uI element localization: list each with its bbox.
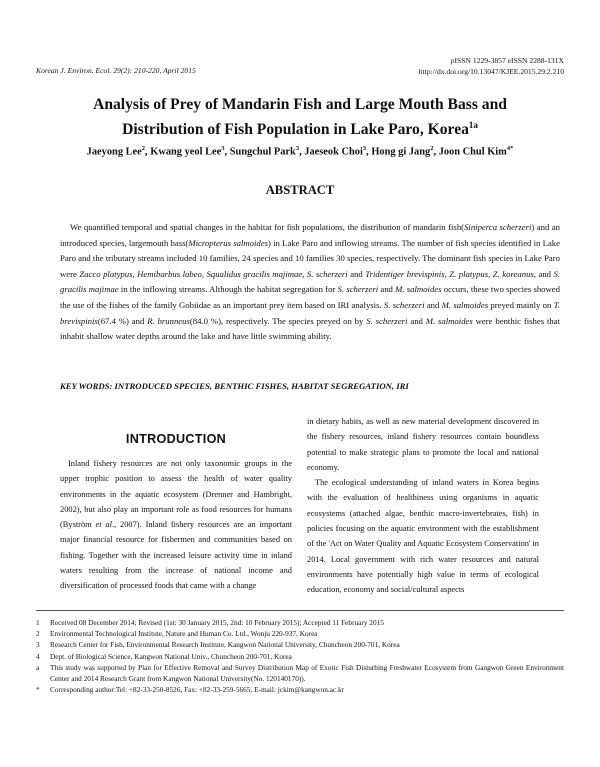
author: Jaeyong Lee [86, 146, 142, 158]
author-list: Jaeyong Lee$^2$, Kwang yeol Lee$^3$, Sungchul Park$^3$, Jaeseok Choi$^3$, Hong gi Jang$^2$, Joon Chul Kim$^{4*}$ [86, 145, 514, 158]
paragraph: in dietary habits, as well as new material development discovered in the fishery resources, inland fishery resources contain boundless potential to make strategic plans to promote the local and national economy. [307, 417, 539, 472]
footnote: 4 Dept. of Biological Science, Kangwon National Univ., Chuncheon 200-701, Korea [36, 651, 292, 661]
author: Hong gi Jang [371, 146, 431, 158]
issn-line: pISSN 1229-3857 eISSN 2288-131X [450, 56, 564, 65]
footnote: 2 Environmental Technological Institute, Nature and Human Co. Ltd., Wonju 220-937, Korea [36, 629, 318, 639]
abstract-heading: ABSTRACT [265, 183, 335, 197]
footnote: * Corresponding author:Tel: +82-33-250-8526, Fax: +82-33-259-5665, E-mail: jckim@kangwon.ac.kr [36, 685, 345, 695]
title-footnote-mark: 1a [468, 120, 478, 130]
footnote: a This study was supported by Plan for Effective Removal and Survey Distribution Map of Exotic Fish Disturbing Freshwater Ecosystem from Gangwon Green Environment Center and 2014 Research Grant from Kangwon National University(No. 120140170)). [36, 662, 564, 684]
author: Joon Chul Kim [438, 146, 507, 158]
footnote: 3 Research Center for Fish, Environmental Research Institute, Kangwon National University, Chuncheon 200-701, Korea [36, 640, 400, 650]
abstract-text: We quantified temporal and spatial changes in the habitat for fish populations, the distribution of mandarin fish(Siniperca scherzeri) and an introduced species, largemouth bass(Micropterus salmoides) in Lake Paro and inflowing streams. The number of fish species identified in Lake Paro and the tributary streams included 10 families, 24 species and 10 families 30 species, respectively. The dominant fish species in Lake Paro were Zacco platypus, Hemibarbus labeo, Squalidus gracilis majimae, S. scherzeri and Tridentiger brevispinis, Z. platypus, Z. koreanus, and S. gracilis majimae in the inflowing streams. Although the habitat segregation for S. scherzeri and M. salmoides occurs, these two species showed the use of the fishes of the family Gobiidae as an important prey item based on IRI analysis. S. scherzeri and M. salmoides preyed mainly on T. brevispinis(67.4 %) and R. brunneus(84.0 %), respectively. The species preyed on by S. scherzeri and M. salmoides were benthic fishes that inhabit shallow water depths around the lake and have little swimming ability. [60, 222, 561, 342]
journal-citation: Korean J. Environ. Ecol. 29(2): 210-220, April 2015 [36, 66, 196, 75]
introduction-heading: INTRODUCTION [125, 432, 227, 446]
footnote: 1 Received 08 December 2014; Revised (1st: 30 January 2015, 2nd: 10 February 2015); Accepted 11 February 2015 [36, 618, 384, 627]
title-line-1: Analysis of Prey of Mandarin Fish and Large Mouth Bass and [93, 96, 507, 113]
paragraph: The ecological understanding of inland waters in Korea begins with the evaluation of healthiness using organisms in aquatic ecosystems (attached algae, benthic macro-invertebrates, fish) in policies focusing on the aquatic environment with the establishment of the 'Act on Water Quality and Aquatic Ecosystem Conservation' in 2014. Local government with rich water resources and natural environments have potentially high value in terms of ecological education, economy and social/cultural aspects [307, 478, 539, 595]
title-line-2: Distribution of Fish Population in Lake Paro, Korea$^{1a}$ [122, 120, 478, 139]
paper-title [40, 95, 560, 140]
introduction-right-column [307, 414, 539, 598]
issn-block [419, 55, 564, 77]
keywords: KEY WORDS: INTRODUCED SPECIES, BENTHIC FISHES, HABITAT SEGREGATION, IRI [60, 381, 409, 391]
author: Kwang yeol Lee [150, 146, 222, 158]
author: Sungchul Park [229, 146, 296, 158]
footnotes [36, 617, 564, 695]
footnote-divider [36, 610, 564, 611]
introduction-left-column: Inland fishery resources are not only taxonomic groups in the upper trophic position to assess the health of water quality environments in the aquatic ecosystem (Drenner and Hambright, 2002), but also play an important role as food resources for humans (Byström et al., 2007). Inland fishery resources are an important major financial resource for fishermen and communities based on fishing. Together with the increased leisure activity time in inland waters resulting from the increase of national income and diversification of processed foods that came with a change [60, 459, 292, 591]
author: Jaeseok Choi [304, 146, 363, 158]
doi-link[interactable]: http://dx.doi.org/10.13047/KJEE.2015.29.2.210 [418, 67, 564, 76]
